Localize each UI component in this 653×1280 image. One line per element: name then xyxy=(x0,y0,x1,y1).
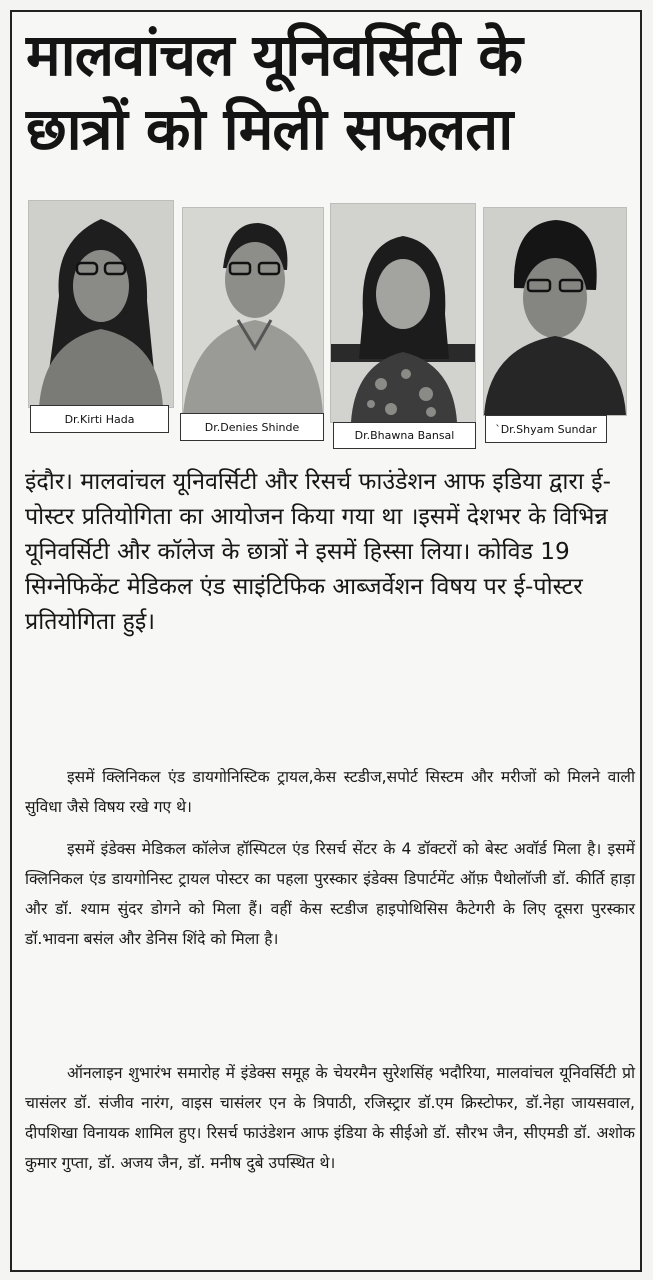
portrait-man-glasses-icon xyxy=(183,208,323,414)
caption-denies-shinde: Dr.Denies Shinde xyxy=(180,413,324,441)
headline-line-2: छात्रों को मिली सफलता xyxy=(26,95,513,163)
photo-kirti-hada xyxy=(28,200,174,408)
caption-kirti-hada: Dr.Kirti Hada xyxy=(30,405,169,433)
headline-line-1: मालवांचल यूनिवर्सिटी के xyxy=(26,21,522,89)
photo-bhawna-bansal xyxy=(330,203,476,423)
portrait-woman-glasses-icon xyxy=(29,201,173,407)
photo-shyam-sundar xyxy=(483,207,627,416)
headline xyxy=(26,18,626,166)
caption-shyam-sundar: `Dr.Shyam Sundar xyxy=(485,415,607,443)
body-paragraph-2: इसमें इंडेक्स मेडिकल कॉलेज हॉस्पिटल एंड रिसर्च सेंटर के 4 डॉक्टरों को बेस्ट अवॉर्ड मिला है। इसमें क्लिनिकल एंड डायगोनिस्ट ट्रायल पोस्टर का पहला पुरस्कार इंडेक्स डिपार्टमेंट ऑफ़ पैथोलॉजी डॉ. कीर्ति हाड़ा और डॉ. श्याम सुंदर डोगने को मिला हैं। वहीं केस स्टडीज हाइपोथिसिस कैटेगरी के लिए दूसरा पुरस्कार डॉ.भावना बसंल और डेनिस शिंदे को मिला है। xyxy=(25,840,635,948)
caption-bhawna-bansal: Dr.Bhawna Bansal xyxy=(333,422,476,449)
photo-denies-shinde xyxy=(182,207,324,415)
portrait-man-glasses-icon xyxy=(484,208,626,415)
portrait-woman-icon xyxy=(331,204,475,422)
body-paragraph-3: ऑनलाइन शुभारंभ समारोह में इंडेक्स समूह के चेयरमैन सुरेशसिंह भदौरिया, मालवांचल यूनिवर्सिटी प्रो चासंलर डॉ. संजीव नारंग, वाइस चासंलर एन के त्रिपाठी, रजिस्ट्रार डॉ.एम क्रिस्टोफर, डॉ.नेहा जायसवाल, दीपशिखा विनायक शामिल हुए। रिसर्च फाउंडेशन आफ इंडिया के सीईओ डॉ. सौरभ जैन, सीएमडी डॉ. अशोक कुमार गुप्ता, डॉ. अजय जैन, डॉ. मनीष दुबे उपस्थित थे। xyxy=(25,1064,635,1172)
body-paragraph-1: इसमें क्लिनिकल एंड डायगोनिस्टिक ट्रायल,केस स्टडीज,सपोर्ट सिस्टम और मरीजों को मिलने वाली सुविधा जैसे विषय रखे गए थे। xyxy=(25,768,635,816)
lead-paragraph: इंदौर। मालवांचल यूनिवर्सिटी और रिसर्च फाउंडेशन आफ इडिया द्वारा ई-पोस्टर प्रतियोगिता का आयोजन किया गया था ।इसमें देशभर के विभिन्न यूनिवर्सिटी और कॉलेज के छात्रों ने इसमें हिस्सा लिया। कोविड 19 सिग्नेफिकेंट मेडिकल एंड साइंटिफिक आब्जर्वेशन विषय पर ई-पोस्टर प्रतियोगिता हुई। xyxy=(25,468,611,635)
